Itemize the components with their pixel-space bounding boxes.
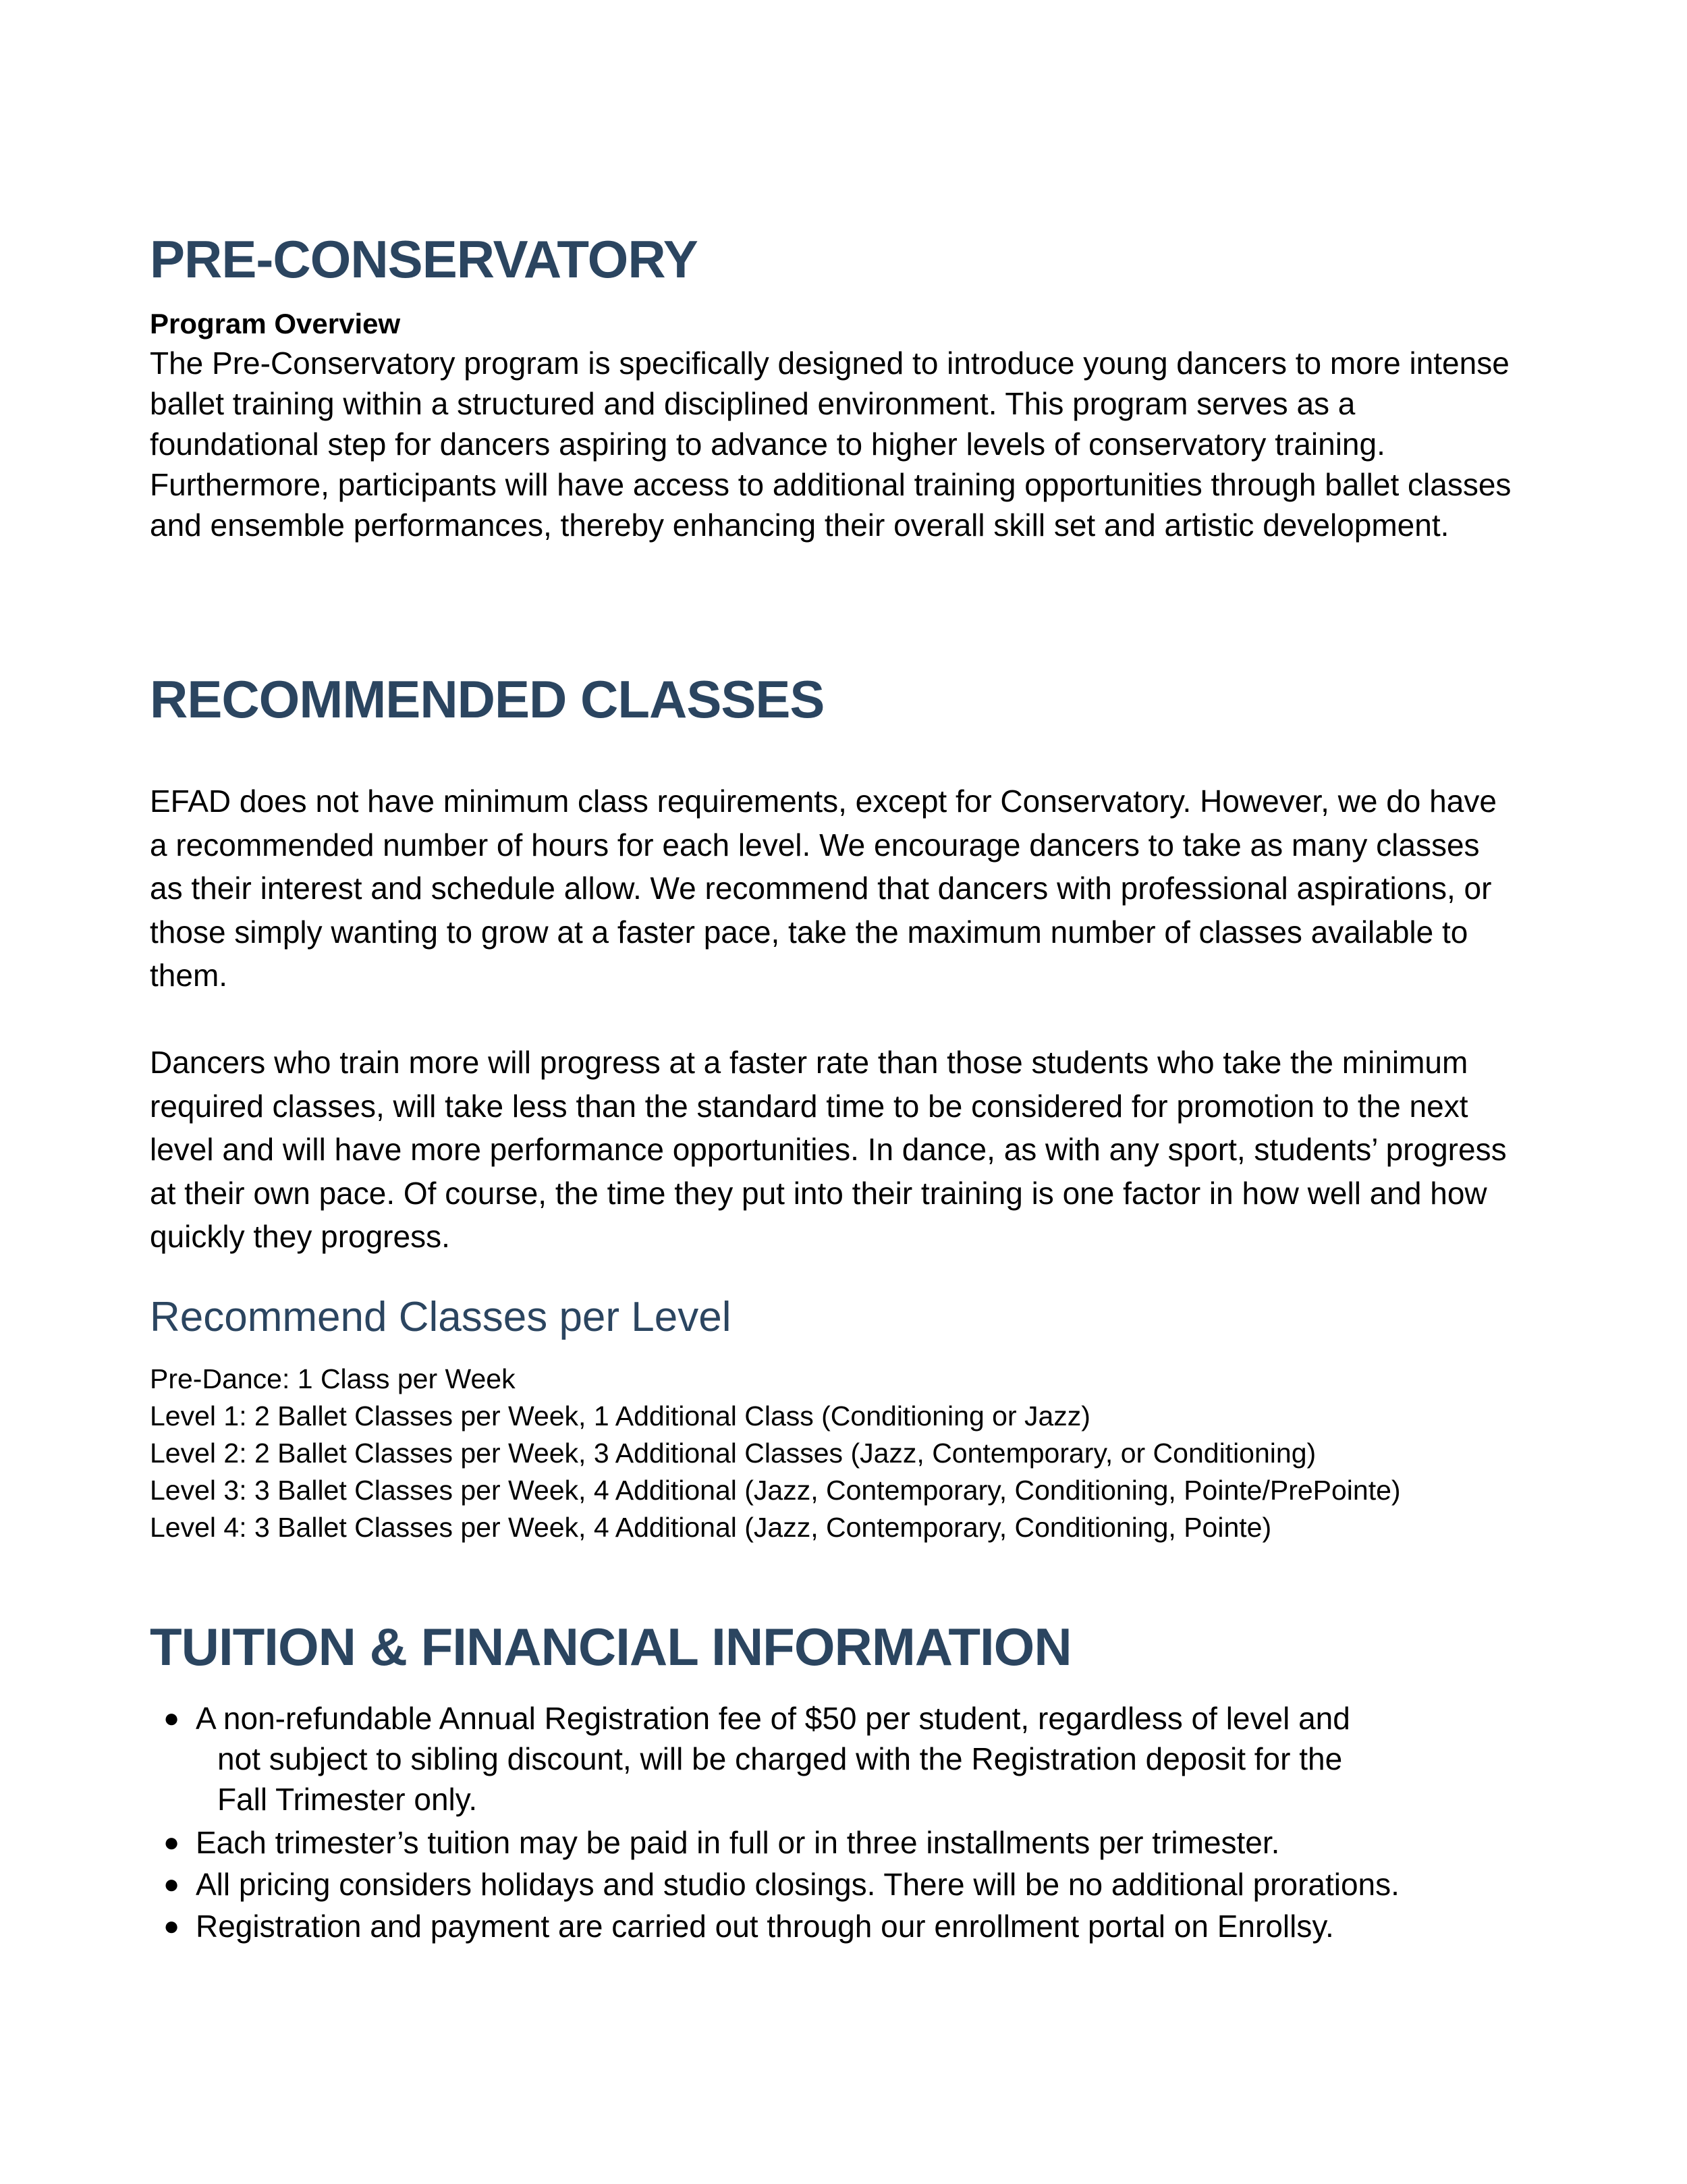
level-item: Level 2: 2 Ballet Classes per Week, 3 Additional Classes (Jazz, Contemporary, or Conditioning) <box>150 1438 1317 1469</box>
list-item: ● Registration and payment are carried out through our enrollment portal on Enrollsy. <box>196 1906 1478 1946</box>
list-item: ● All pricing considers holidays and studio closings. There will be no additional prorations. <box>196 1864 1478 1905</box>
recommended-classes-paragraph-1: EFAD does not have minimum class requirements, except for Conservatory. However, we do have a recommended number of hours for each level. We encourage dancers to take as many classes as their interest and schedule allow. We recommend that dancers with professional aspirations, or those simply wanting to grow at a faster pace, take the maximum number of classes available to them. <box>150 784 1497 993</box>
bullet-icon: ● <box>163 1911 180 1941</box>
program-overview-subheading: Program Overview <box>150 308 401 339</box>
recommended-classes-heading: RECOMMENDED CLASSES <box>150 670 825 729</box>
tuition-bullet-list <box>163 1698 1478 1948</box>
bullet-icon: ● <box>163 1869 180 1899</box>
pre-conservatory-heading: PRE-CONSERVATORY <box>150 229 698 289</box>
level-item: Pre-Dance: 1 Class per Week <box>150 1363 516 1394</box>
levels-heading: Recommend Classes per Level <box>150 1294 731 1340</box>
level-item: Level 3: 3 Ballet Classes per Week, 4 Additional (Jazz, Contemporary, Conditioning, Pointe/PrePointe) <box>150 1475 1401 1506</box>
program-overview-paragraph: The Pre-Conservatory program is specifically designed to introduce young dancers to more intense ballet training within a structured and disciplined environment. This program serves as a foundational step for dancers aspiring to advance to higher levels of conservatory training. Furthermore, participants will have access to additional training opportunities through ballet classes and ensemble performances, thereby enhancing their overall skill set and artistic development. <box>150 346 1512 543</box>
levels-list <box>150 1361 1401 1546</box>
level-item: Level 4: 3 Ballet Classes per Week, 4 Additional (Jazz, Contemporary, Conditioning, Pointe) <box>150 1512 1272 1543</box>
list-item: ● Each trimester’s tuition may be paid in full or in three installments per trimester. <box>196 1822 1478 1863</box>
level-item: Level 1: 2 Ballet Classes per Week, 1 Additional Class (Conditioning or Jazz) <box>150 1400 1090 1431</box>
list-item: ● A non-refundable Annual Registration fee of $50 per student, regardless of level and not subject to sibling discount, will be charged with the Registration deposit for the Fall Trimester only. <box>196 1698 1478 1820</box>
recommended-classes-paragraph-2: Dancers who train more will progress at a faster rate than those students who take the minimum required classes, will take less than the standard time to be considered for promotion to the next level and will have more performance opportunities. In dance, as with any sport, students’ progress at their own pace. Of course, the time they put into their training is one factor in how well and how quickly they progress. <box>150 1045 1507 1254</box>
bullet-icon: ● <box>163 1703 180 1733</box>
tuition-heading: TUITION & FINANCIAL INFORMATION <box>150 1617 1072 1676</box>
bullet-icon: ● <box>163 1828 180 1857</box>
